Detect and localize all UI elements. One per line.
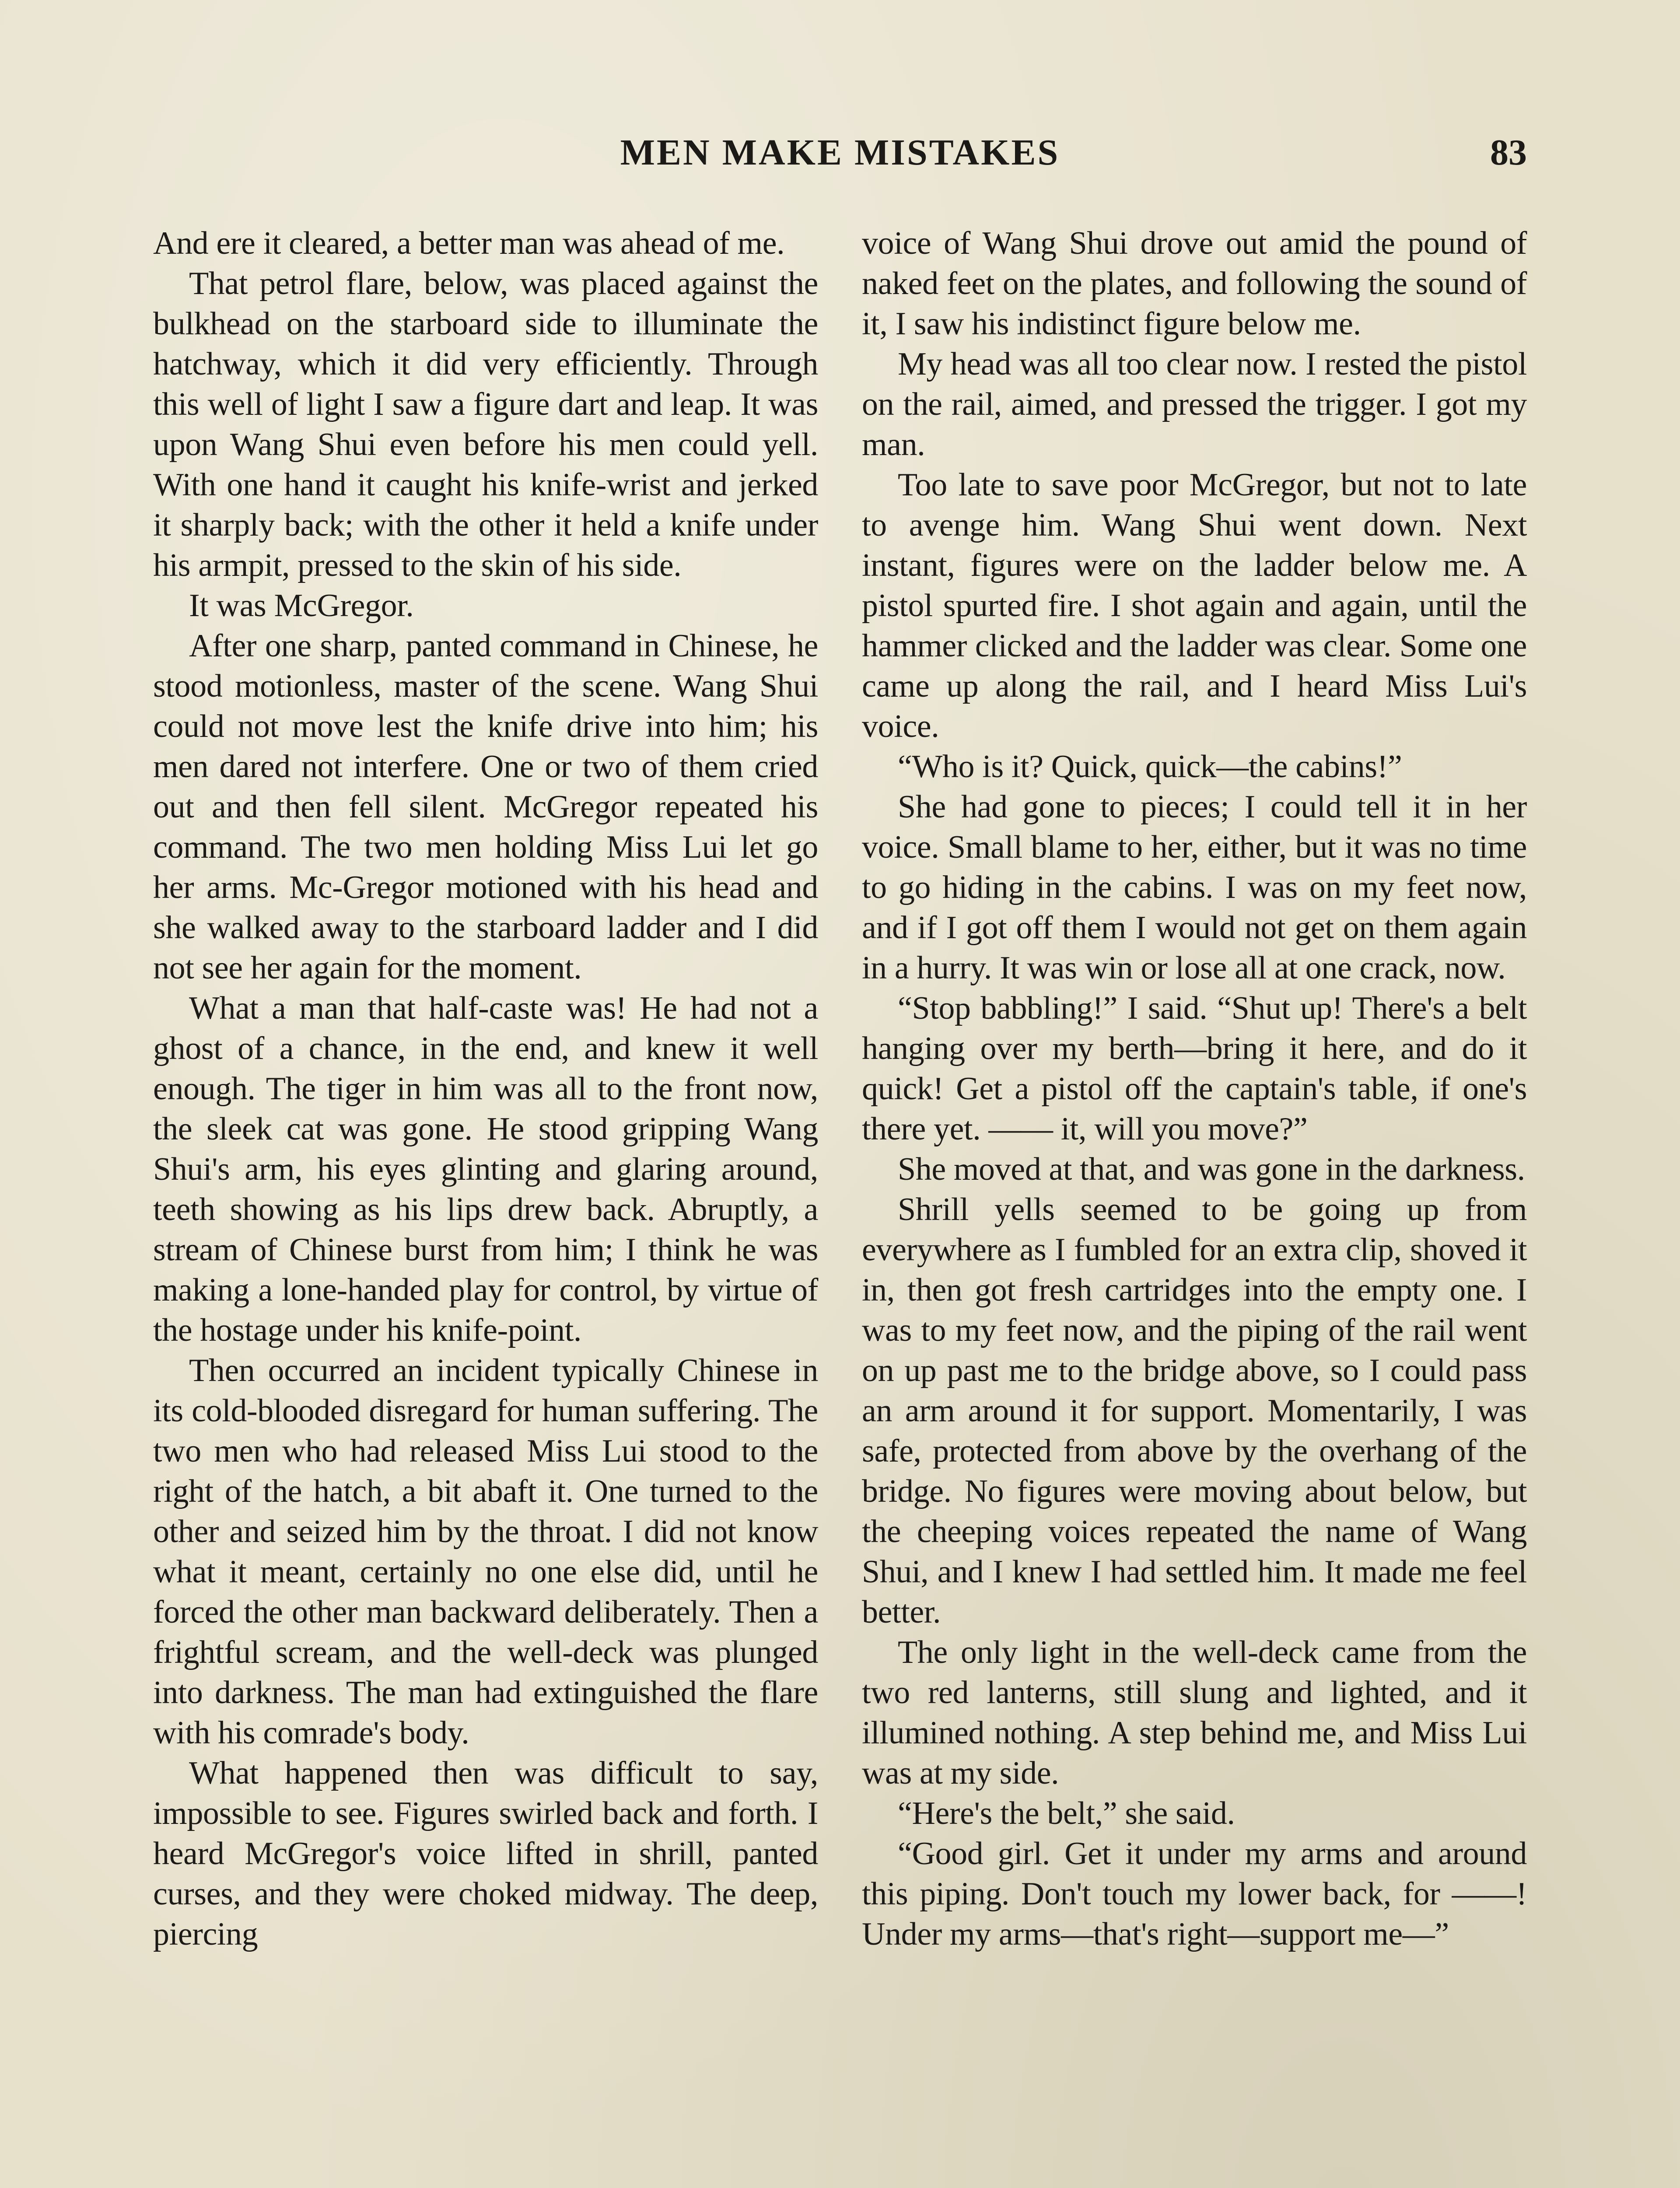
paragraph: That petrol flare, below, was placed against the bulkhead on the starboard side to illuminate the hatchway, which it did very efficiently. Through this well of light I saw a figure dart and leap. It was upon Wang Shui even before his men could yell. With one hand it caught his knife-wrist and jerked it sharply back; with the other it held a knife under his armpit, pressed to the skin of his side. bbox=[153, 266, 818, 583]
paragraph: She had gone to pieces; I could tell it in her voice. Small blame to her, either, but it was no time to go hiding in the cabins. I was on my feet now, and if I got off them I would not get on them again in a hurry. It was win or lose all at one crack, now. bbox=[862, 789, 1527, 986]
page-header bbox=[153, 131, 1527, 184]
paragraph: voice of Wang Shui drove out amid the pound of naked feet on the plates, and following the sound of it, I saw his indistinct figure below me. bbox=[862, 225, 1527, 342]
paragraph: She moved at that, and was gone in the darkness. bbox=[898, 1151, 1525, 1187]
paragraph: It was McGregor. bbox=[189, 588, 414, 624]
paragraph: “Stop babbling!” I said. “Shut up! There's a belt hanging over my berth—bring it here, and do it quick! Get a pistol off the captain's table, if one's there yet. —— it, will you move?” bbox=[862, 990, 1527, 1147]
paragraph: After one sharp, panted command in Chinese, he stood motionless, master of the scene. Wang Shui could not move lest the knife drive into him; his men dared not interfere. One or two of them cried out and then fell silent. McGregor repeated his command. The two men holding Miss Lui let go her arms. Mc-Gregor motioned with his head and she walked away to the starboard ladder and I did not see her again for the moment. bbox=[153, 628, 818, 986]
right-column bbox=[862, 223, 1527, 1954]
paragraph: What happened then was difficult to say, impossible to see. Figures swirled back and forth. I heard McGregor's voice lifted in shrill, panted curses, and they were choked midway. The deep, piercing bbox=[153, 1755, 818, 1952]
paragraph: And ere it cleared, a better man was ahead of me. bbox=[153, 225, 785, 261]
left-column bbox=[153, 223, 818, 1954]
running-title: MEN MAKE MISTAKES bbox=[620, 132, 1060, 173]
paragraph: “Who is it? Quick, quick—the cabins!” bbox=[898, 749, 1402, 785]
paragraph: What a man that half-caste was! He had not a ghost of a chance, in the end, and knew it well enough. The tiger in him was all to the front now, the sleek cat was gone. He stood gripping Wang Shui's arm, his eyes glinting and glaring around, teeth showing as his lips drew back. Abruptly, a stream of Chinese burst from him; I think he was making a lone-handed play for control, by virtue of the hostage under his knife-point. bbox=[153, 990, 818, 1348]
paragraph: Then occurred an incident typically Chinese in its cold-blooded disregard for human suffering. The two men who had released Miss Lui stood to the right of the hatch, a bit abaft it. One turned to the other and seized him by the throat. I did not know what it meant, certainly no one else did, until he forced the other man backward deliberately. Then a frightful scream, and the well-deck was plunged into darkness. The man had extinguished the flare with his comrade's body. bbox=[153, 1353, 818, 1751]
paragraph: Too late to save poor McGregor, but not to late to avenge him. Wang Shui went down. Next instant, figures were on the ladder below me. A pistol spurted fire. I shot again and again, until the hammer clicked and the ladder was clear. Some one came up along the rail, and I heard Miss Lui's voice. bbox=[862, 467, 1527, 744]
paragraph: The only light in the well-deck came from the two red lanterns, still slung and lighted, and it illumined nothing. A step behind me, and Miss Lui was at my side. bbox=[862, 1634, 1527, 1791]
paragraph: My head was all too clear now. I rested the pistol on the rail, aimed, and pressed the trigger. I got my man. bbox=[862, 346, 1527, 463]
page-number: 83 bbox=[1490, 132, 1527, 173]
paragraph: “Here's the belt,” she said. bbox=[898, 1795, 1235, 1831]
paragraph: “Good girl. Get it under my arms and around this piping. Don't touch my lower back, for ——! Under my arms—that's right—support me—” bbox=[862, 1836, 1527, 1952]
paragraph: Shrill yells seemed to be going up from everywhere as I fumbled for an extra clip, shoved it in, then got fresh cartridges into the empty one. I was to my feet now, and the piping of the rail went on up past me to the bridge above, so I could pass an arm around it for support. Momentarily, I was safe, protected from above by the overhang of the bridge. No figures were moving about below, but the cheeping voices repeated the name of Wang Shui, and I knew I had settled him. It made me feel better. bbox=[862, 1192, 1527, 1630]
